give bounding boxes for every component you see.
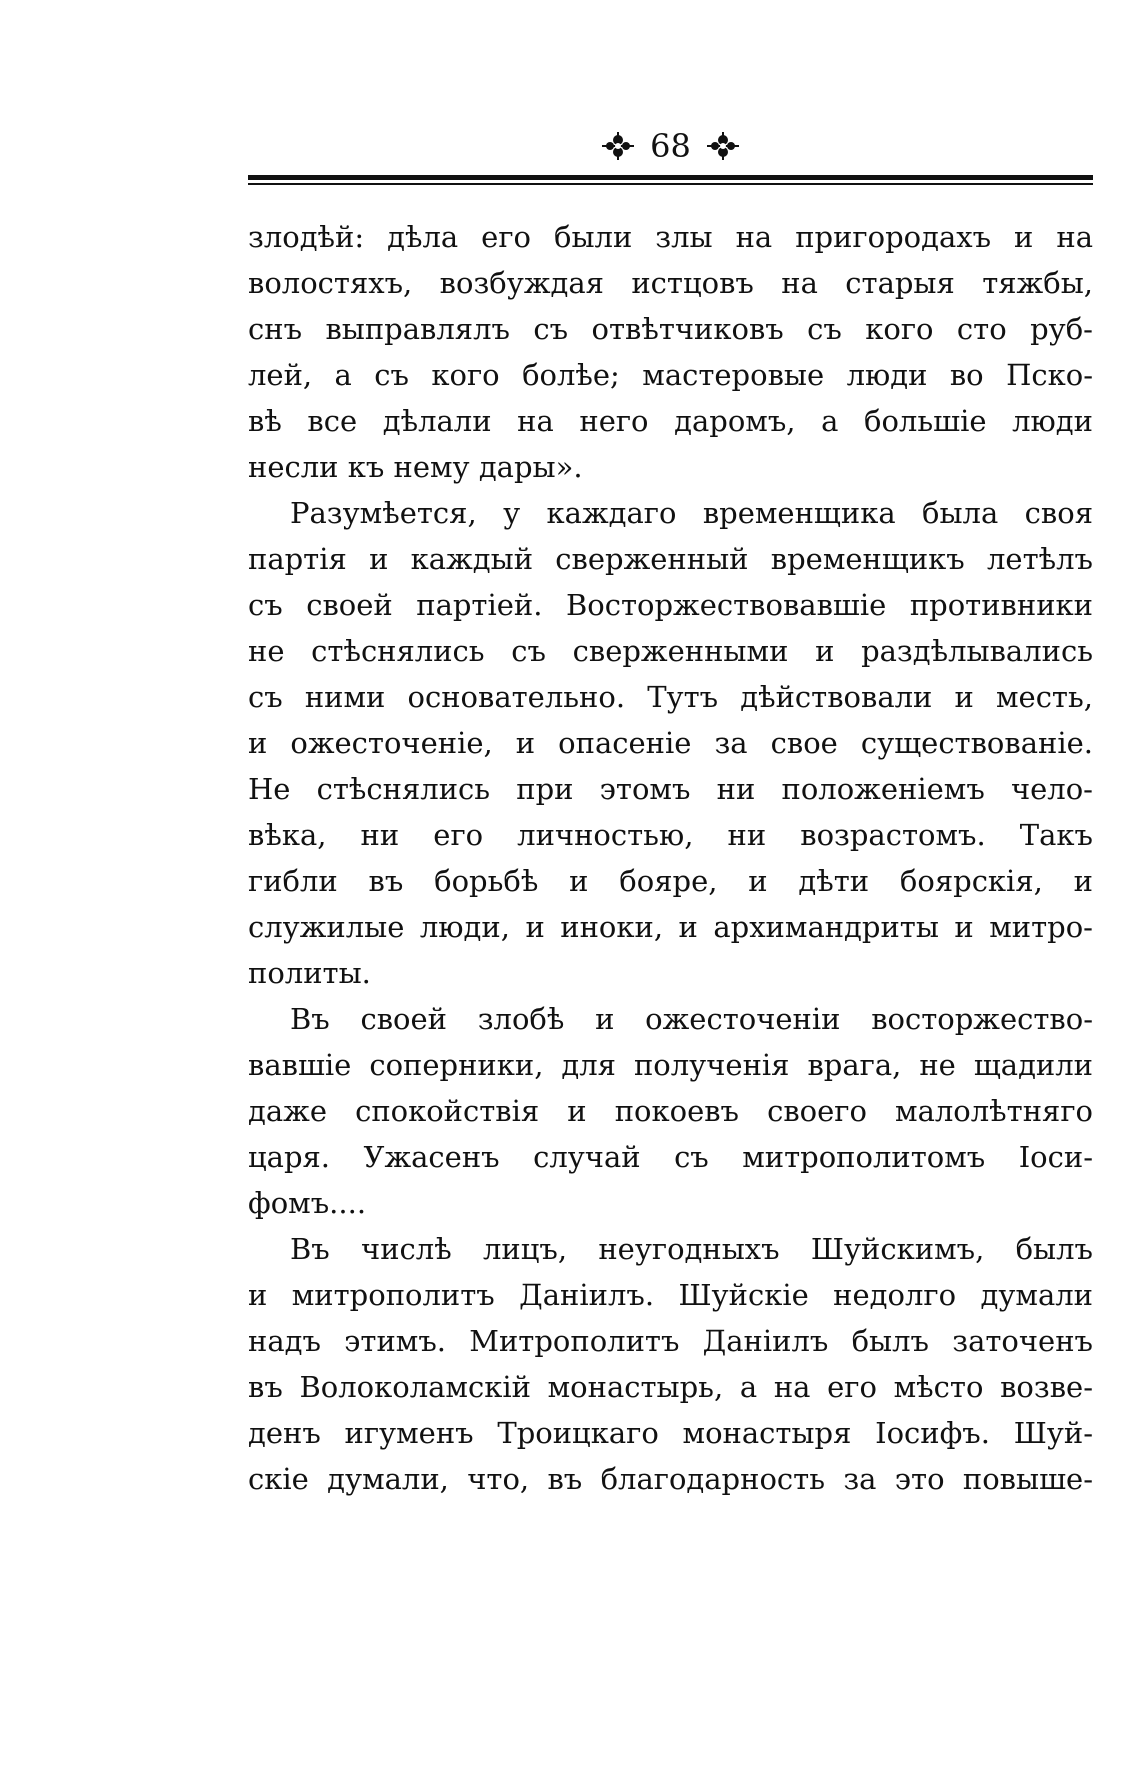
text-line: съ своей партіей. Восторжествовавшіе противники <box>248 588 1093 622</box>
text-line: волостяхъ, возбуждая истцовъ на старыя тяжбы, <box>248 266 1093 300</box>
text-line: Не стѣснялись при этомъ ни положеніемъ чело- <box>248 772 1093 806</box>
paragraph-1 <box>248 214 1093 490</box>
text-line: и митрополитъ Даніилъ. Шуйскіе недолго думали <box>248 1278 1093 1312</box>
text-line: царя. Ужасенъ случай съ митрополитомъ Іоси- <box>248 1140 1093 1174</box>
header-rule <box>248 175 1093 185</box>
header-rule-thick <box>248 175 1093 180</box>
text-line: снъ выправлялъ съ отвѣтчиковъ съ кого сто руб- <box>248 312 1093 346</box>
text-line: денъ игуменъ Троицкаго монастыря Іосифъ. Шуй- <box>248 1416 1093 1450</box>
text-line: даже спокойствія и покоевъ своего малолѣтняго <box>248 1094 1093 1128</box>
page-number: 68 <box>650 127 691 165</box>
text-line: несли къ нему дары». <box>248 450 583 484</box>
header-rule-thin <box>248 183 1093 185</box>
text-line: Разумѣется, у каждаго временщика была своя <box>290 496 1093 530</box>
text-line: лей, а съ кого болѣе; мастеровые люди во Пско- <box>248 358 1093 392</box>
fleuron-right-icon <box>705 130 741 162</box>
paragraph-3 <box>248 996 1093 1226</box>
text-line: и ожесточеніе, и опасеніе за свое существованіе. <box>248 726 1093 760</box>
text-line: гибли въ борьбѣ и бояре, и дѣти боярскія, и <box>248 864 1093 898</box>
text-line: съ ними основательно. Тутъ дѣйствовали и месть, <box>248 680 1093 714</box>
text-line: вѣка, ни его личностью, ни возрастомъ. Такъ <box>248 818 1093 852</box>
text-line: партія и каждый сверженный временщикъ летѣлъ <box>248 542 1093 576</box>
text-line: фомъ.... <box>248 1186 367 1220</box>
text-line: не стѣснялись съ сверженными и раздѣлывались <box>248 634 1093 668</box>
text-line: Въ своей злобѣ и ожесточеніи восторжество- <box>290 1002 1093 1036</box>
page-header <box>248 122 1093 182</box>
page-number-row <box>248 122 1093 170</box>
text-line: вѣ все дѣлали на него даромъ, а большіе люди <box>248 404 1093 438</box>
paragraph-2 <box>248 490 1093 996</box>
text-line: политы. <box>248 956 371 990</box>
fleuron-left-icon <box>600 130 636 162</box>
text-line: злодѣй: дѣла его были злы на пригородахъ и на <box>248 220 1093 254</box>
text-line: служилые люди, и иноки, и архимандриты и митро- <box>248 910 1093 944</box>
text-line: Въ числѣ лицъ, неугодныхъ Шуйскимъ, былъ <box>290 1232 1093 1266</box>
paragraph-4 <box>248 1226 1093 1502</box>
text-line: скіе думали, что, въ благодарность за это повыше- <box>248 1462 1093 1496</box>
body-text <box>248 214 1093 1502</box>
text-line: въ Волоколамскій монастырь, а на его мѣсто возве- <box>248 1370 1093 1404</box>
text-line: надъ этимъ. Митрополитъ Даніилъ былъ заточенъ <box>248 1324 1093 1358</box>
text-line: вавшіе соперники, для полученія врага, не щадили <box>248 1048 1093 1082</box>
